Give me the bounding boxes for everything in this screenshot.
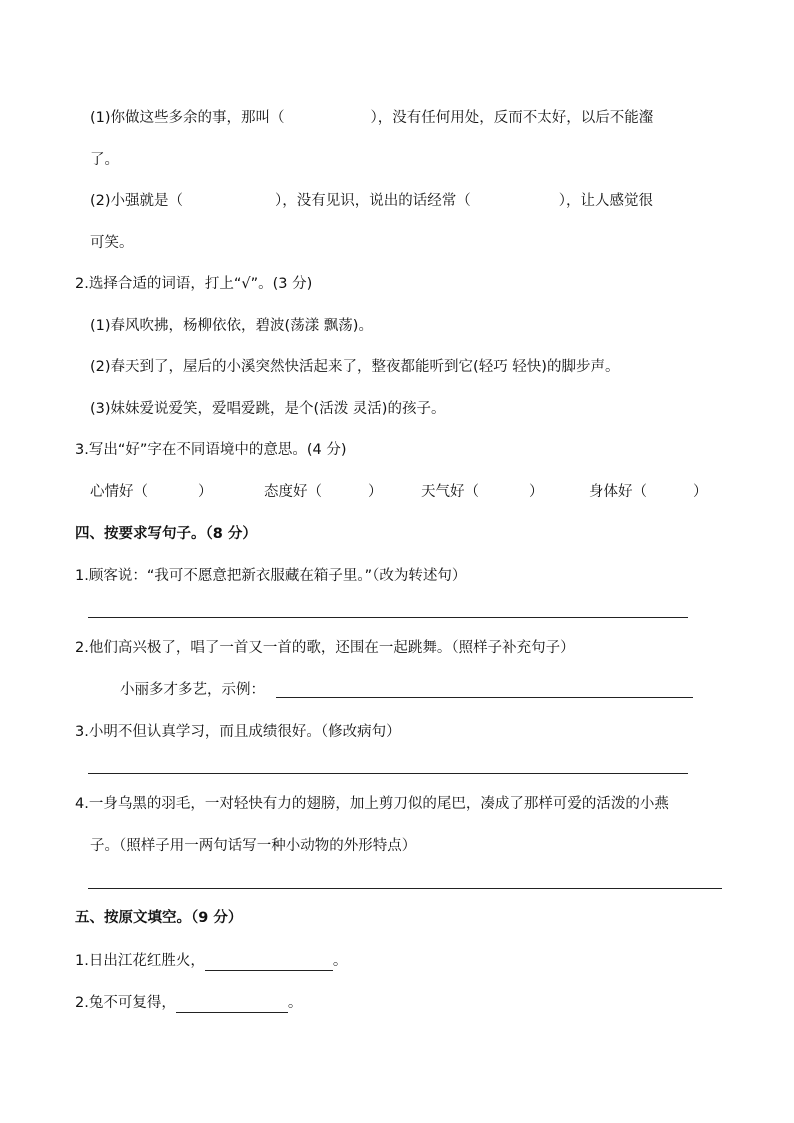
meaning-item bbox=[90, 482, 213, 502]
example-label: 小丽多才多艺，示例： bbox=[120, 682, 265, 698]
example-line bbox=[120, 680, 265, 700]
section-heading: 四、按要求写句子。（8 分） bbox=[75, 526, 257, 542]
question-continuation: 可笑。 bbox=[90, 235, 134, 251]
meaning-item bbox=[589, 482, 708, 502]
question-text: (2)小强就是（ bbox=[90, 193, 184, 209]
answer-line[interactable] bbox=[205, 956, 333, 971]
poem-text: 1.日出江花红胜火， bbox=[75, 953, 205, 969]
meaning-item bbox=[264, 482, 383, 502]
question-text: ），没有见识，说出的话经常（ bbox=[275, 193, 471, 209]
choice-item: (2)春天到了，屋后的小溪突然快活起来了，整夜都能听到它(轻巧 轻快)的脚步声。 bbox=[90, 359, 620, 375]
question-title: 3.写出“好”字在不同语境中的意思。(4 分) bbox=[75, 442, 347, 458]
question-text: 3.小明不但认真学习，而且成绩很好。（修改病句） bbox=[75, 724, 401, 740]
punctuation: 。 bbox=[332, 953, 348, 969]
poem-text: 2.兔不可复得， bbox=[75, 995, 176, 1011]
fill-line bbox=[75, 951, 347, 971]
bracket-close: ） bbox=[693, 484, 708, 500]
meaning-label: 态度好（ bbox=[264, 484, 322, 500]
question-text: ），让人感觉很 bbox=[558, 193, 654, 209]
answer-line[interactable] bbox=[276, 697, 693, 698]
question-text: 4.一身乌黑的羽毛，一对轻快有力的翅膀，加上剪刀似的尾巴，凑成了那样可爱的活泼的小燕 bbox=[75, 796, 669, 812]
punctuation: 。 bbox=[287, 995, 303, 1011]
meaning-label: 天气好（ bbox=[421, 484, 479, 500]
fill-line bbox=[75, 993, 302, 1013]
meaning-label: 心情好（ bbox=[90, 484, 148, 500]
bracket-close: ） bbox=[368, 484, 383, 500]
question-line bbox=[90, 108, 653, 128]
bracket-close: ） bbox=[529, 484, 544, 500]
answer-line[interactable] bbox=[176, 998, 288, 1013]
question-text: 2.他们高兴极了，唱了一首又一首的歌，还围在一起跳舞。（照样子补充句子） bbox=[75, 640, 575, 656]
bracket-close: ） bbox=[198, 484, 213, 500]
question-text: (1)你做这些多余的事，那叫（ bbox=[90, 110, 285, 126]
question-line bbox=[90, 191, 653, 211]
meaning-label: 身体好（ bbox=[589, 484, 647, 500]
question-continuation: 了。 bbox=[90, 152, 119, 168]
choice-item: (3)妹妹爱说爱笑，爱唱爱跳，是个(活泼 灵活)的孩子。 bbox=[90, 401, 446, 417]
answer-line[interactable] bbox=[88, 888, 722, 889]
section-heading: 五、按原文填空。（9 分） bbox=[75, 910, 243, 926]
question-continuation: 子。（照样子用一两句话写一种小动物的外形特点） bbox=[90, 838, 417, 854]
meaning-item bbox=[421, 482, 544, 502]
answer-line[interactable] bbox=[88, 773, 688, 774]
question-title: 2.选择合适的词语，打上“√”。(3 分) bbox=[75, 276, 313, 292]
choice-item: (1)春风吹拂，杨柳依依，碧波(荡漾 飘荡)。 bbox=[90, 318, 373, 334]
answer-line[interactable] bbox=[88, 617, 688, 618]
question-text: 1.顾客说：“我可不愿意把新衣服藏在箱子里。”（改为转述句） bbox=[75, 568, 467, 584]
question-text: ），没有任何用处，反而不太好，以后不能瀣 bbox=[370, 110, 654, 126]
